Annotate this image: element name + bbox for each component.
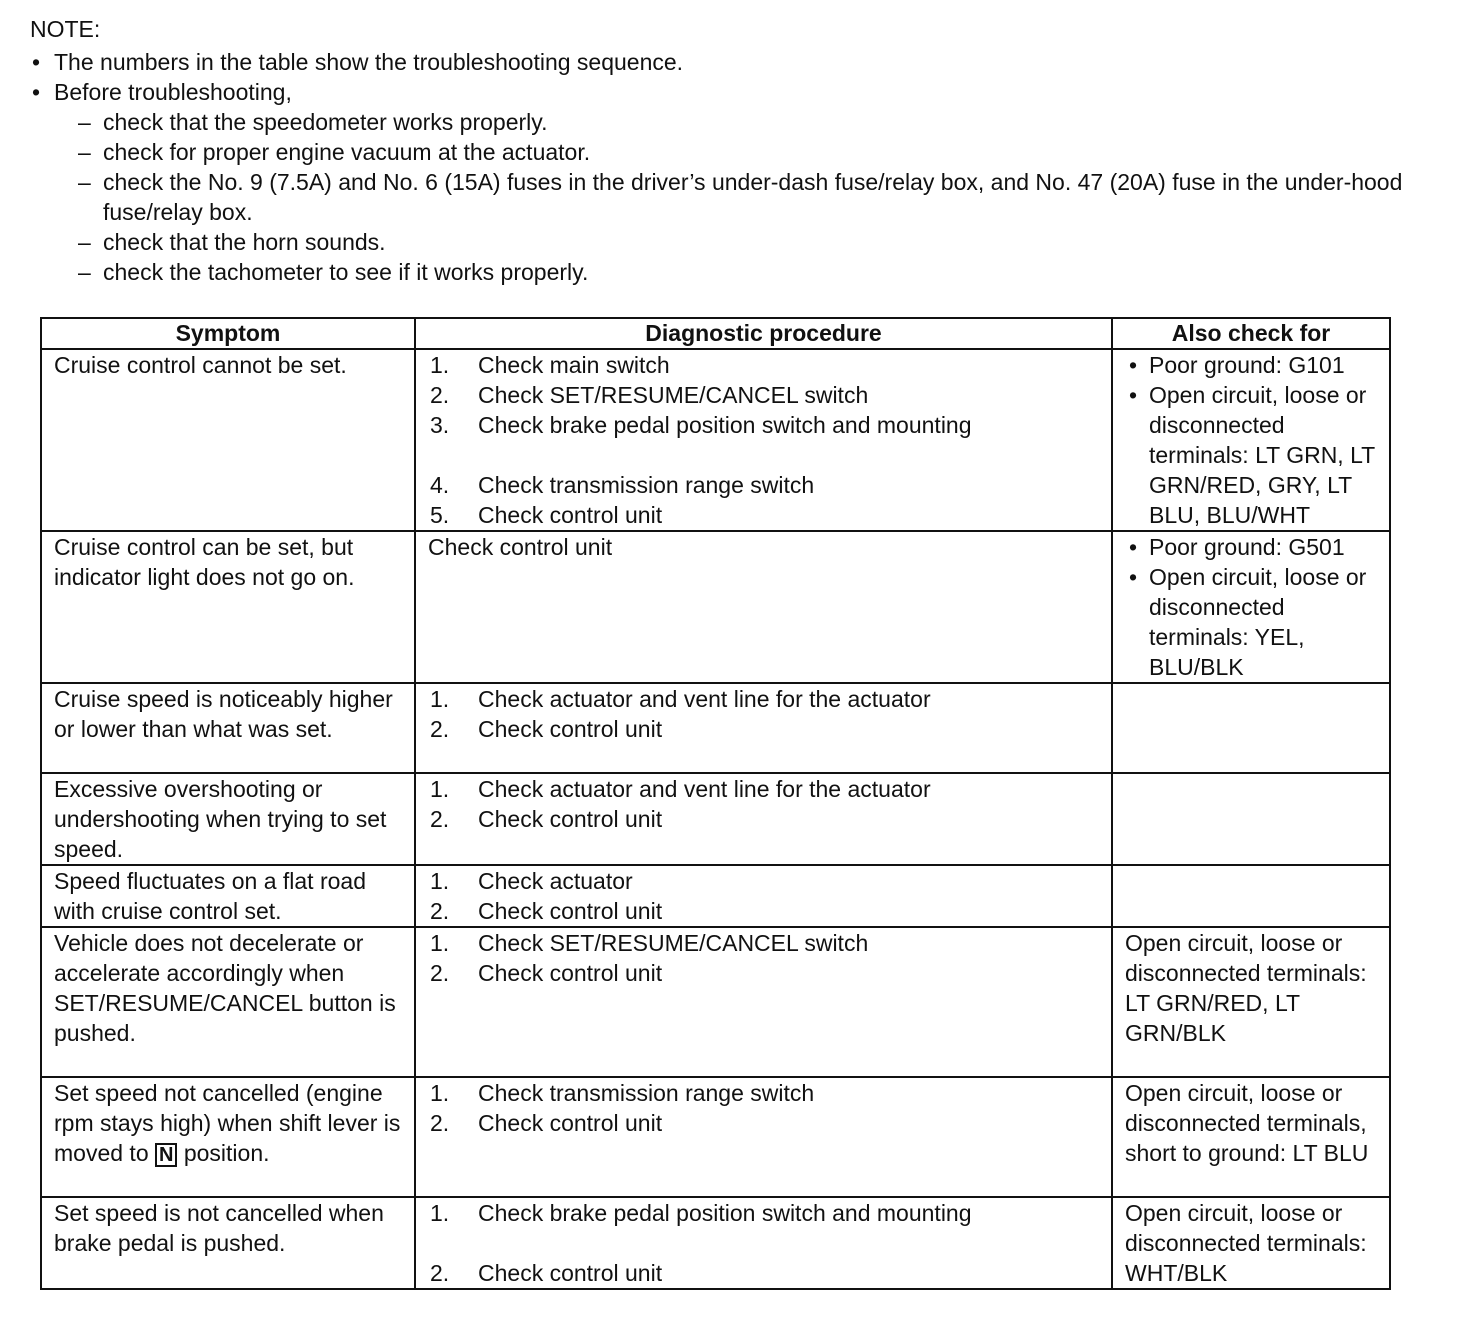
step-list <box>430 350 1103 530</box>
step-number: 4. <box>430 472 450 498</box>
check-list <box>1125 532 1385 682</box>
step-text: Check main switch <box>478 352 670 378</box>
symptom-cell: Cruise speed is noticeably higher or lower than what was set. <box>41 683 415 773</box>
table-row <box>41 1197 1390 1289</box>
step-item <box>430 1198 1103 1228</box>
step-number: 1. <box>430 868 450 894</box>
step-text: Check SET/RESUME/CANCEL switch <box>478 930 869 956</box>
also-check-cell <box>1112 927 1390 1077</box>
step-item <box>430 958 1103 988</box>
note-sub-text: check the tachometer to see if it works properly. <box>103 259 589 285</box>
procedure-cell <box>415 1197 1112 1289</box>
note-sub-text: check the No. 9 (7.5A) and No. 6 (15A) fuses in the driver’s under-dash fuse/relay box, and No. 47 (20A) fuse in the under-hood fuse/relay box. <box>103 169 1403 225</box>
gear-position-n-icon: N <box>155 1143 177 1167</box>
step-number: 2. <box>430 898 450 924</box>
step-number: 1. <box>430 1080 450 1106</box>
procedure-cell <box>415 865 1112 927</box>
step-number: 2. <box>430 806 450 832</box>
step-number: 2. <box>430 1260 450 1286</box>
step-number: 2. <box>430 382 450 408</box>
procedure-cell <box>415 773 1112 865</box>
note-sub-text: check for proper engine vacuum at the actuator. <box>103 139 591 165</box>
step-item <box>430 774 1103 804</box>
table-row <box>41 865 1390 927</box>
table-header-row <box>41 318 1390 349</box>
step-item <box>430 896 1103 926</box>
step-number: 1. <box>430 776 450 802</box>
also-check-cell <box>1112 1077 1390 1197</box>
also-check-cell <box>1112 531 1390 683</box>
note-bullet: • The numbers in the table show the troubleshooting sequence. <box>30 47 1430 77</box>
step-item <box>430 714 1103 744</box>
symptom-cell: Speed fluctuates on a flat road with cruise control set. <box>41 865 415 927</box>
check-list <box>1125 350 1385 530</box>
procedure-cell <box>415 683 1112 773</box>
step-item <box>430 410 1103 440</box>
table-row <box>41 349 1390 531</box>
procedure-cell <box>415 1077 1112 1197</box>
troubleshooting-table <box>40 317 1391 1290</box>
step-number: 1. <box>430 686 450 712</box>
step-number: 3. <box>430 412 450 438</box>
step-item <box>430 866 1103 896</box>
step-item <box>430 1258 1103 1288</box>
step-item <box>430 350 1103 380</box>
step-item <box>430 684 1103 714</box>
table-row <box>41 927 1390 1077</box>
step-text: Check control unit <box>478 898 663 924</box>
step-number: 2. <box>430 960 450 986</box>
check-item: • Open circuit, loose or disconnected terminals: LT GRN, LT GRN/RED, GRY, LT BLU, BLU/WHT <box>1125 380 1385 530</box>
step-list <box>430 684 1103 744</box>
note-sub-text: check that the horn sounds. <box>103 229 386 255</box>
step-list <box>430 1078 1103 1138</box>
step-text: Check SET/RESUME/CANCEL switch <box>478 382 869 408</box>
step-number: 1. <box>430 352 450 378</box>
step-item <box>430 500 1103 530</box>
step-item <box>430 1108 1103 1138</box>
symptom-cell: Set speed is not cancelled when brake pedal is pushed. <box>41 1197 415 1289</box>
symptom-text: position. <box>183 1140 270 1166</box>
note-list <box>30 47 1430 287</box>
check-item: • Poor ground: G101 <box>1125 350 1385 380</box>
step-item <box>430 380 1103 410</box>
step-text: Check actuator and vent line for the actuator <box>478 776 931 802</box>
step-text: Check brake pedal position switch and mounting <box>478 1200 972 1226</box>
table-row <box>41 773 1390 865</box>
symptom-cell: Excessive overshooting or undershooting when trying to set speed. <box>41 773 415 865</box>
step-number: 5. <box>430 502 450 528</box>
note-bullet: • Before troubleshooting, <box>30 77 1430 107</box>
step-text: Check control unit <box>478 1260 663 1286</box>
also-check-text: Open circuit, loose or disconnected terminals: <box>1125 930 1367 986</box>
note-sub-item <box>54 167 1430 227</box>
also-check-cell <box>1112 349 1390 531</box>
step-list <box>430 774 1103 834</box>
symptom-cell: Vehicle does not decelerate or accelerate accordingly when SET/RESUME/CANCEL button is pushed. <box>41 927 415 1077</box>
check-item: • Poor ground: G501 <box>1125 532 1385 562</box>
step-text: Check control unit <box>478 1110 663 1136</box>
header-procedure: Diagnostic procedure <box>415 318 1112 349</box>
step-list <box>430 1198 1103 1288</box>
step-text: Check control unit <box>478 806 663 832</box>
note-sub-item <box>54 107 1430 137</box>
step-text: Check transmission range switch <box>478 1080 815 1106</box>
procedure-cell <box>415 927 1112 1077</box>
symptom-cell: Cruise control cannot be set. <box>41 349 415 531</box>
also-check-cell <box>1112 865 1390 927</box>
symptom-cell: Cruise control can be set, but indicator light does not go on. <box>41 531 415 683</box>
note-sub-item <box>54 227 1430 257</box>
also-check-cell <box>1112 773 1390 865</box>
step-text: Check control unit <box>478 960 663 986</box>
step-number: 1. <box>430 1200 450 1226</box>
also-check-cell <box>1112 1197 1390 1289</box>
also-check-cell <box>1112 683 1390 773</box>
step-text: Check control unit <box>478 716 663 742</box>
procedure-cell <box>415 349 1112 531</box>
step-list <box>430 866 1103 926</box>
step-text: Check control unit <box>478 502 663 528</box>
step-list <box>430 928 1103 988</box>
step-item <box>430 1078 1103 1108</box>
step-text: Check actuator <box>478 868 633 894</box>
step-text: Check brake pedal position switch and mounting <box>478 412 972 438</box>
step-item <box>430 928 1103 958</box>
step-number: 2. <box>430 716 450 742</box>
header-also-check: Also check for <box>1112 318 1390 349</box>
also-check-text: Open circuit, loose or disconnected terminals, short to ground: LT BLU <box>1125 1080 1369 1166</box>
symptom-text: Set speed not cancelled (engine rpm stays high) when shift lever is moved to <box>54 1080 401 1166</box>
check-item: • Open circuit, loose or disconnected terminals: YEL, BLU/BLK <box>1125 562 1385 682</box>
note-title: NOTE: <box>30 16 101 42</box>
step-number: 1. <box>430 930 450 956</box>
table-row <box>41 683 1390 773</box>
also-check-text: LT GRN/RED, LT GRN/BLK <box>1125 990 1300 1046</box>
procedure-cell: Check control unit <box>415 531 1112 683</box>
step-text: Check transmission range switch <box>478 472 815 498</box>
header-symptom: Symptom <box>41 318 415 349</box>
note-sub-item <box>54 137 1430 167</box>
note-sub-item <box>54 257 1430 287</box>
step-number: 2. <box>430 1110 450 1136</box>
step-text: Check actuator and vent line for the actuator <box>478 686 931 712</box>
note-sub-text: check that the speedometer works properly. <box>103 109 548 135</box>
step-item <box>430 804 1103 834</box>
symptom-cell <box>41 1077 415 1197</box>
table-row <box>41 531 1390 683</box>
also-check-text: Open circuit, loose or disconnected terminals: WHT/BLK <box>1125 1200 1367 1286</box>
step-item <box>430 470 1103 500</box>
table-row <box>41 1077 1390 1197</box>
